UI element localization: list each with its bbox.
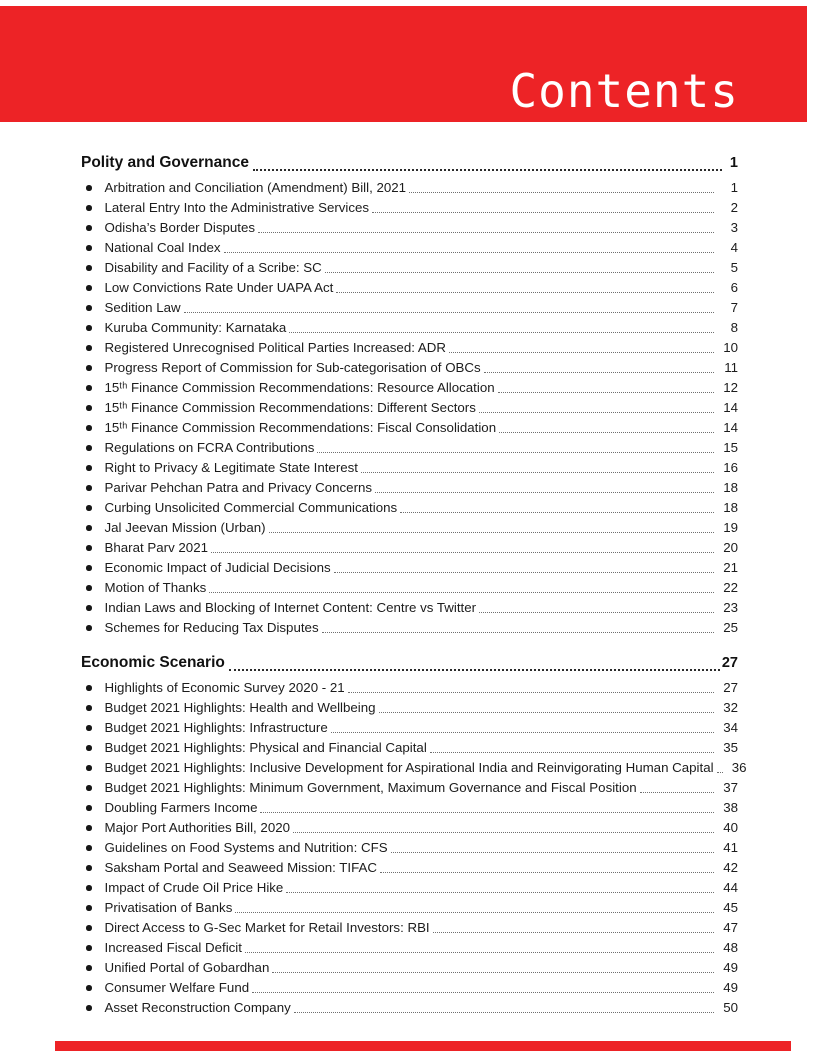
toc-entry <box>81 598 738 618</box>
toc-entry <box>81 678 738 698</box>
entry-title: Odisha’s Border Disputes <box>104 220 256 235</box>
bullet-icon <box>86 325 92 331</box>
entry-page-number: 5 <box>730 260 738 275</box>
toc-entry <box>81 318 738 338</box>
entry-page-number: 7 <box>730 300 738 315</box>
toc-entry <box>81 878 738 898</box>
toc-entry <box>81 418 738 438</box>
table-of-contents <box>81 151 747 1018</box>
entry-page-number: 21 <box>723 560 738 575</box>
bullet-icon <box>86 825 92 831</box>
dotted-leader <box>252 992 714 993</box>
section-heading-row <box>81 151 738 178</box>
entry-page-number: 18 <box>723 480 738 495</box>
dotted-leader <box>479 612 714 613</box>
entry-title: 15ᵗʰ Finance Commission Recommendations: Resource Allocation <box>104 380 495 395</box>
toc-entry <box>81 898 738 918</box>
bullet-icon <box>86 565 92 571</box>
entry-title: Doubling Farmers Income <box>104 800 258 815</box>
dotted-leader <box>245 952 714 953</box>
page-title: Contents <box>509 64 739 118</box>
toc-entry <box>81 198 738 218</box>
dotted-leader <box>400 512 714 513</box>
toc-entry <box>81 558 738 578</box>
entry-page-number: 4 <box>730 240 738 255</box>
toc-entry <box>81 278 738 298</box>
entry-title: Progress Report of Commission for Sub-categorisation of OBCs <box>104 360 481 375</box>
entry-page-number: 47 <box>723 920 738 935</box>
entry-title: 15ᵗʰ Finance Commission Recommendations: Fiscal Consolidation <box>104 420 497 435</box>
toc-entry <box>81 998 738 1018</box>
entry-page-number: 48 <box>723 940 738 955</box>
bullet-icon <box>86 985 92 991</box>
entry-page-number: 23 <box>723 600 738 615</box>
bullet-icon <box>86 905 92 911</box>
dotted-leader <box>253 169 722 171</box>
entry-title: Privatisation of Banks <box>104 900 233 915</box>
toc-entry <box>81 718 738 738</box>
entry-page-number: 10 <box>723 340 738 355</box>
section-page-number: 27 <box>721 655 738 671</box>
entry-page-number: 34 <box>723 720 738 735</box>
entry-page-number: 35 <box>723 740 738 755</box>
entry-page-number: 25 <box>723 620 738 635</box>
bullet-icon <box>86 245 92 251</box>
entry-title: National Coal Index <box>104 240 221 255</box>
entry-page-number: 6 <box>730 280 738 295</box>
entry-title: Budget 2021 Highlights: Minimum Government, Maximum Governance and Fiscal Position <box>104 780 637 795</box>
entry-title: Lateral Entry Into the Administrative Services <box>104 200 370 215</box>
dotted-leader <box>449 352 714 353</box>
toc-entry <box>81 538 738 558</box>
bullet-icon <box>86 945 92 951</box>
toc-entry <box>81 698 738 718</box>
bullet-icon <box>86 205 92 211</box>
header-band <box>0 6 807 122</box>
entry-page-number: 27 <box>723 680 738 695</box>
toc-section <box>81 151 738 638</box>
bullet-icon <box>86 465 92 471</box>
dotted-leader <box>409 192 714 193</box>
toc-entry <box>81 358 738 378</box>
entry-page-number: 19 <box>723 520 738 535</box>
dotted-leader <box>322 632 714 633</box>
entry-page-number: 49 <box>723 980 738 995</box>
bullet-icon <box>86 765 92 771</box>
entry-page-number: 12 <box>723 380 738 395</box>
entry-title: Highlights of Economic Survey 2020 - 21 <box>104 680 345 695</box>
dotted-leader <box>184 312 714 313</box>
bullet-icon <box>86 625 92 631</box>
bullet-icon <box>86 345 92 351</box>
entry-page-number: 22 <box>723 580 738 595</box>
entry-page-number: 40 <box>723 820 738 835</box>
dotted-leader <box>348 692 714 693</box>
entry-title: Parivar Pehchan Patra and Privacy Concerns <box>104 480 373 495</box>
toc-entry <box>81 498 738 518</box>
bullet-icon <box>86 965 92 971</box>
entry-title: Bharat Parv 2021 <box>104 540 208 555</box>
dotted-leader <box>479 412 714 413</box>
bullet-icon <box>86 1005 92 1011</box>
dotted-leader <box>430 752 714 753</box>
toc-entry <box>81 578 738 598</box>
bullet-icon <box>86 685 92 691</box>
dotted-leader <box>224 252 714 253</box>
entry-title: Curbing Unsolicited Commercial Communications <box>104 500 398 515</box>
entry-page-number: 50 <box>723 1000 738 1015</box>
toc-entry <box>81 458 738 478</box>
bullet-icon <box>86 745 92 751</box>
entry-title: Motion of Thanks <box>104 580 207 595</box>
dotted-leader <box>269 532 714 533</box>
entry-page-number: 3 <box>730 220 738 235</box>
dotted-leader <box>372 212 714 213</box>
dotted-leader <box>260 812 714 813</box>
entry-title: Disability and Facility of a Scribe: SC <box>104 260 322 275</box>
entry-title: Sedition Law <box>104 300 181 315</box>
dotted-leader <box>229 669 720 671</box>
dotted-leader <box>499 432 714 433</box>
toc-entry <box>81 478 738 498</box>
bullet-icon <box>86 585 92 591</box>
entry-title: Indian Laws and Blocking of Internet Content: Centre vs Twitter <box>104 600 477 615</box>
entry-title: Consumer Welfare Fund <box>104 980 250 995</box>
dotted-leader <box>294 1012 714 1013</box>
dotted-leader <box>334 572 714 573</box>
bullet-icon <box>86 505 92 511</box>
entry-page-number: 14 <box>723 400 738 415</box>
bullet-icon <box>86 265 92 271</box>
entry-page-number: 18 <box>723 500 738 515</box>
bullet-icon <box>86 705 92 711</box>
dotted-leader <box>380 872 714 873</box>
dotted-leader <box>433 932 714 933</box>
toc-entry <box>81 518 738 538</box>
section-heading-row <box>81 651 738 678</box>
bullet-icon <box>86 525 92 531</box>
entry-title: Arbitration and Conciliation (Amendment) Bill, 2021 <box>104 180 407 195</box>
toc-entry <box>81 778 738 798</box>
toc-entry <box>81 398 738 418</box>
entry-page-number: 20 <box>723 540 738 555</box>
bullet-icon <box>86 805 92 811</box>
bullet-icon <box>86 225 92 231</box>
entry-title: Budget 2021 Highlights: Physical and Financial Capital <box>104 740 427 755</box>
dotted-leader <box>317 452 714 453</box>
entry-title: Registered Unrecognised Political Parties Increased: ADR <box>104 340 446 355</box>
dotted-leader <box>289 332 714 333</box>
entry-title: Saksham Portal and Seaweed Mission: TIFAC <box>104 860 377 875</box>
bullet-icon <box>86 725 92 731</box>
toc-entry <box>81 338 738 358</box>
bullet-icon <box>86 185 92 191</box>
dotted-leader <box>286 892 714 893</box>
entry-page-number: 2 <box>730 200 738 215</box>
entry-title: Guidelines on Food Systems and Nutrition: CFS <box>104 840 388 855</box>
dotted-leader <box>391 852 714 853</box>
entry-page-number: 42 <box>723 860 738 875</box>
bullet-icon <box>86 485 92 491</box>
dotted-leader <box>331 732 714 733</box>
toc-entry <box>81 938 738 958</box>
entry-page-number: 15 <box>723 440 738 455</box>
dotted-leader <box>717 772 723 773</box>
bullet-icon <box>86 785 92 791</box>
dotted-leader <box>258 232 714 233</box>
toc-entry <box>81 738 738 758</box>
toc-section <box>81 651 747 1018</box>
entry-title: Direct Access to G-Sec Market for Retail Investors: RBI <box>104 920 430 935</box>
dotted-leader <box>375 492 714 493</box>
entry-title: Economic Impact of Judicial Decisions <box>104 560 331 575</box>
entry-title: Increased Fiscal Deficit <box>104 940 242 955</box>
dotted-leader <box>293 832 714 833</box>
entry-title: Regulations on FCRA Contributions <box>104 440 315 455</box>
entry-page-number: 32 <box>723 700 738 715</box>
toc-entry <box>81 238 738 258</box>
entry-title: Jal Jeevan Mission (Urban) <box>104 520 266 535</box>
dotted-leader <box>484 372 714 373</box>
toc-entry <box>81 438 738 458</box>
toc-entry <box>81 958 738 978</box>
dotted-leader <box>209 592 714 593</box>
entry-page-number: 1 <box>730 180 738 195</box>
toc-entry <box>81 178 738 198</box>
entry-page-number: 16 <box>723 460 738 475</box>
bullet-icon <box>86 285 92 291</box>
entry-page-number: 37 <box>723 780 738 795</box>
entry-title: Schemes for Reducing Tax Disputes <box>104 620 319 635</box>
entry-title: Budget 2021 Highlights: Inclusive Development for Aspirational India and Reinvigorating Human Capital <box>104 760 714 775</box>
toc-entry <box>81 838 738 858</box>
toc-entry <box>81 258 738 278</box>
toc-entry <box>81 298 738 318</box>
bullet-icon <box>86 845 92 851</box>
toc-entry <box>81 218 738 238</box>
entry-page-number: 36 <box>731 760 747 775</box>
entry-title: Unified Portal of Gobardhan <box>104 960 270 975</box>
entry-title: Budget 2021 Highlights: Health and Wellbeing <box>104 700 376 715</box>
bullet-icon <box>86 925 92 931</box>
dotted-leader <box>640 792 714 793</box>
entry-page-number: 11 <box>724 360 738 375</box>
toc-entry <box>81 818 738 838</box>
entry-page-number: 45 <box>723 900 738 915</box>
toc-entry <box>81 618 738 638</box>
dotted-leader <box>235 912 714 913</box>
entry-page-number: 14 <box>723 420 738 435</box>
toc-entry <box>81 798 738 818</box>
toc-entry <box>81 378 738 398</box>
toc-entry <box>81 858 738 878</box>
bullet-icon <box>86 305 92 311</box>
dotted-leader <box>272 972 714 973</box>
dotted-leader <box>361 472 714 473</box>
bullet-icon <box>86 545 92 551</box>
entry-page-number: 38 <box>723 800 738 815</box>
bullet-icon <box>86 405 92 411</box>
bullet-icon <box>86 605 92 611</box>
entry-title: Right to Privacy & Legitimate State Interest <box>104 460 358 475</box>
dotted-leader <box>325 272 714 273</box>
entry-title: Budget 2021 Highlights: Infrastructure <box>104 720 328 735</box>
bullet-icon <box>86 885 92 891</box>
entry-title: 15ᵗʰ Finance Commission Recommendations: Different Sectors <box>104 400 476 415</box>
bullet-icon <box>86 865 92 871</box>
entry-title: Low Convictions Rate Under UAPA Act <box>104 280 334 295</box>
section-heading: Polity and Governance <box>81 154 249 171</box>
toc-entry <box>81 918 738 938</box>
entry-title: Kuruba Community: Karnataka <box>104 320 287 335</box>
entry-title: Asset Reconstruction Company <box>104 1000 291 1015</box>
bullet-icon <box>86 445 92 451</box>
entry-page-number: 44 <box>723 880 738 895</box>
section-page-number: 1 <box>729 155 738 171</box>
toc-entry <box>81 978 738 998</box>
bullet-icon <box>86 365 92 371</box>
toc-entry <box>81 758 747 778</box>
dotted-leader <box>379 712 714 713</box>
bullet-icon <box>86 385 92 391</box>
dotted-leader <box>498 392 714 393</box>
dotted-leader <box>336 292 714 293</box>
entry-page-number: 41 <box>723 840 738 855</box>
entry-title: Major Port Authorities Bill, 2020 <box>104 820 291 835</box>
entry-page-number: 8 <box>730 320 738 335</box>
dotted-leader <box>211 552 714 553</box>
footer-bar <box>55 1041 791 1051</box>
entry-title: Impact of Crude Oil Price Hike <box>104 880 284 895</box>
entry-page-number: 49 <box>723 960 738 975</box>
bullet-icon <box>86 425 92 431</box>
section-heading: Economic Scenario <box>81 654 225 671</box>
